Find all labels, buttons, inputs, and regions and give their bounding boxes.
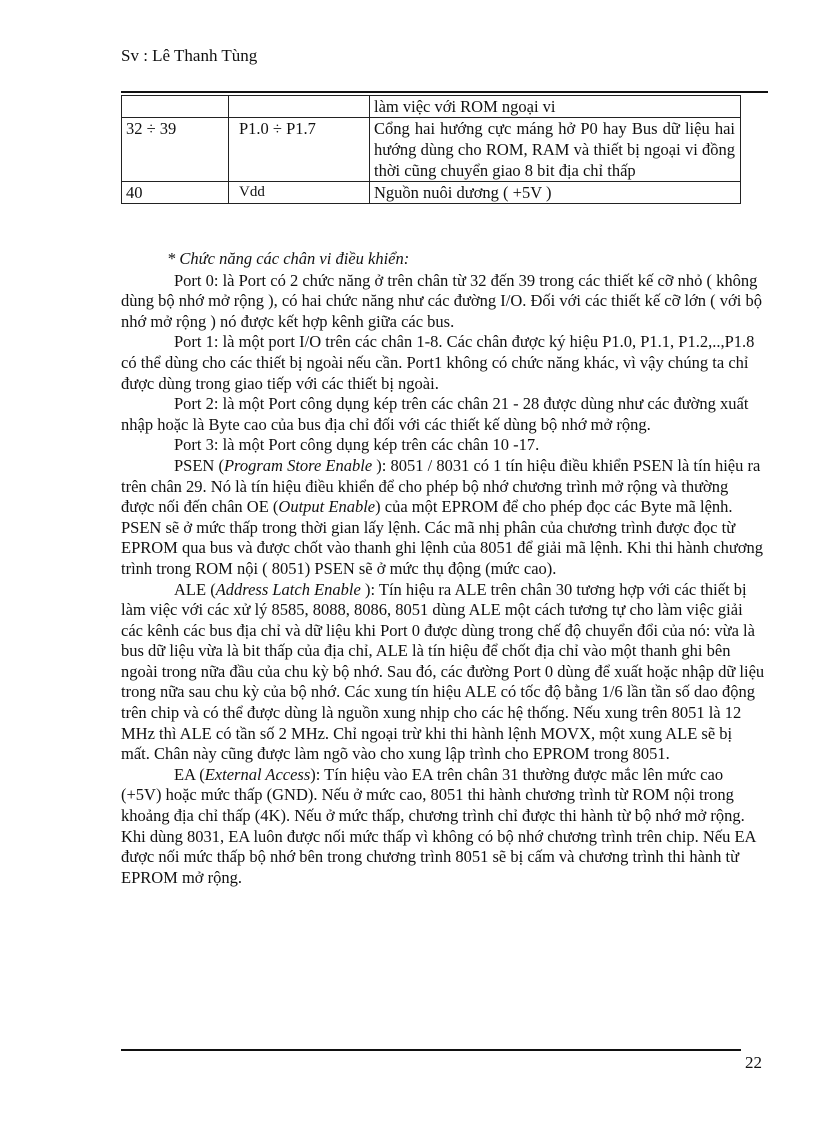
psen-prefix: PSEN ( xyxy=(174,455,224,475)
pin-number-cell: 40 xyxy=(122,182,229,204)
paragraph-port0: Port 0: là Port có 2 chức năng ở trên chân từ 32 đến 39 trong các thiết kế cỡ nhỏ ( không dùng bộ nhớ mở rộng ), có hai chức năng như các đường I/O. Đối với các thiết kế cỡ lớn ( với bộ nhớ mở rộng ) nó được kết hợp kênh giữa các bus. xyxy=(121,270,762,331)
footer-divider xyxy=(121,1049,741,1051)
pin-name-cell xyxy=(229,96,370,118)
paragraph-ea xyxy=(121,765,765,889)
page-number: 22 xyxy=(745,1053,762,1072)
pin-description-cell: Cổng hai hướng cực máng hở P0 hay Bus dữ liệu hai hướng dùng cho ROM, RAM và thiết bị ngoại vi đồng thời cũng chuyển giao 8 bit địa chỉ thấp xyxy=(370,118,741,182)
pin-name-cell: P1.0 ÷ P1.7 xyxy=(229,118,370,182)
header-divider xyxy=(121,91,768,93)
paragraph-psen xyxy=(121,456,765,580)
ale-term: Address Latch Enable xyxy=(215,579,361,599)
pin-number-cell: 32 ÷ 39 xyxy=(122,118,229,182)
pin-description-cell: làm việc với ROM ngoại vi xyxy=(370,96,741,118)
table-row xyxy=(122,118,741,182)
ale-prefix: ALE ( xyxy=(174,579,216,599)
paragraph-port3: Port 3: là một Port công dụng kép trên các chân 10 -17. xyxy=(174,435,540,455)
ea-term: External Access xyxy=(204,764,311,784)
document-body xyxy=(121,249,765,888)
pin-number-cell xyxy=(122,96,229,118)
page-header-author: Sv : Lê Thanh Tùng xyxy=(121,46,258,65)
pin-table xyxy=(121,95,741,204)
ea-prefix: EA ( xyxy=(174,764,205,784)
table-row xyxy=(122,182,741,204)
table-row xyxy=(122,96,741,118)
paragraph-port2: Port 2: là một Port công dụng kép trên các chân 21 - 28 được dùng như các đường xuất nhập hoặc là Byte cao của bus địa chỉ đối với các thiết kế dùng bộ nhớ mở rộng. xyxy=(121,394,749,434)
ea-rest: ): Tín hiệu vào EA trên chân 31 thường được mắc lên mức cao (+5V) hoặc mức thấp (GND). Nếu ở mức cao, 8051 thi hành chương trình từ ROM nội trong khoảng địa chỉ thấp (4K). Nếu ở mức thấp, chương trình chỉ được thi hành từ bộ nhớ mở rộng. Khi dùng 8031, EA luôn được nối mức thấp vì không có bộ nhớ chương trình trên chip. Nếu EA được nối mức thấp bộ nhớ bên trong chương trình 8051 sẽ bị cấm và chương trình thi hành từ EPROM mở rộng. xyxy=(121,764,756,887)
psen-term: Program Store Enable xyxy=(223,455,373,475)
pin-description-cell: Nguồn nuôi dương ( +5V ) xyxy=(370,182,741,204)
psen-mid: ): 8051 / 8031 có 1 tín hiệu điều khiển PSEN là tín hiệu ra trên chân 29. Nó là tín hiệu điều khiển để cho phép bộ nhớ chương trình mở rộng và thường được nối đến chân OE ( xyxy=(121,455,761,517)
pin-name-cell: Vdd xyxy=(229,182,370,204)
paragraph-ale xyxy=(121,580,765,765)
ale-rest: ): Tín hiệu ra ALE trên chân 30 tương hợp với các thiết bị làm việc với các xử lý 8585, 8088, 8086, 8051 dùng ALE một cách tương tự cho làm việc giải các kênh các bus địa chỉ và dữ liệu khi Port 0 được dùng trong chế độ chuyển đổi của nó: vừa là bus dữ liệu vừa là bit thấp của địa chỉ, ALE là tín hiệu để chốt địa chỉ vào một thanh ghi bên ngoài trong nữa đầu của chu kỳ bộ nhớ. Sau đó, các đường Port 0 dùng để xuất hoặc nhập dữ liệu trong nữa sau chu kỳ của bộ nhớ. Các xung tín hiệu ALE có tốc độ bằng 1/6 lần tần số dao động trên chip và có thể được dùng là nguồn xung nhịp cho các hệ thống. Nếu xung trên 8051 là 12 MHz thì ALE có tần số 2 MHz. Chỉ ngoại trừ khi thi hành lệnh MOVX, một xung ALE sẽ bị mất. Chân này cũng được làm ngõ vào cho xung lập trình cho EPROM trong 8051. xyxy=(121,579,765,764)
paragraph-port1: Port 1: là một port I/O trên các chân 1-8. Các chân được ký hiệu P1.0, P1.1, P1.2,..,P1.8 có thể dùng cho các thiết bị ngoài nếu cần. Port1 không có chức năng khác, vì vậy chúng ta chỉ được dùng trong giao tiếp với các thiết bị ngoài. xyxy=(121,332,755,393)
psen-rest: ) của một EPROM để cho phép đọc các Byte mã lệnh. PSEN sẽ ở mức thấp trong thời gian lấy lệnh. Các mã nhị phân của chương trình được đọc từ EPROM qua bus và được chốt vào thanh ghi lệnh của 8051 để giải mã lệnh. Khi thi hành chương trình trong ROM nội ( 8051) PSEN sẽ ở mức thụ động (mức cao). xyxy=(121,497,764,578)
section-title: * Chức năng các chân vi điều khiển: xyxy=(167,249,410,268)
output-enable-term: Output Enable xyxy=(278,497,376,517)
